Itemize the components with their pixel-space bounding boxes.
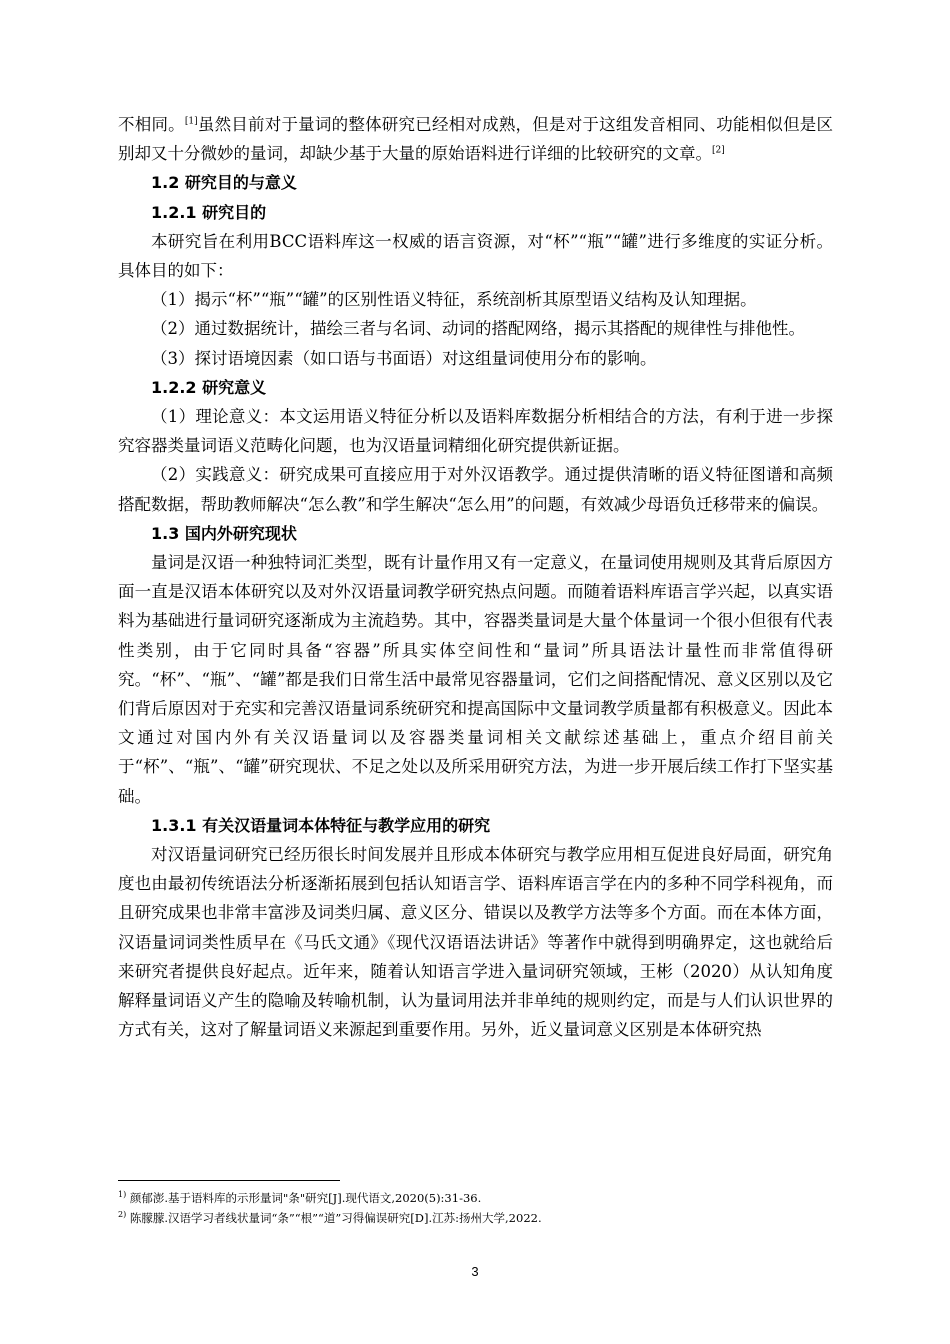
paragraph bbox=[118, 402, 833, 460]
footnote bbox=[118, 1208, 833, 1228]
paragraph bbox=[118, 344, 833, 373]
paragraph bbox=[118, 460, 833, 518]
footnote-divider bbox=[118, 1180, 340, 1181]
paragraph-text: 对汉语量词研究已经历很长时间发展并且形成本体研究与教学应用相互促进良好局面，研究角度也由最初传统语法分析逐渐拓展到包括认知语言学、语料库语言学在内的多种不同学科视角，而且研究成果也非常丰富涉及词类归属、意义区分、错误以及教学方法等多个方面。而在本体方面，汉语量词词类性质早在《马氏文通》《现代汉语语法讲话》等著作中就得到明确界定，这也就给后来研究者提供良好起点。近年来，随着认知语言学进入量词研究领域，王彬（2020）从认知角度解释量词语义产生的隐喻及转喻机制，认为量词用法并非单纯的规则约定，而是与人们认识世界的方式有关，这对了解量词语义来源起到重要作用。另外，近义量词意义区别是本体研究热 bbox=[118, 845, 833, 1040]
footnote-text: 颜郁澎.基于语料库的示形量词"条"研究[J].现代语文,2020(5):31-36. bbox=[126, 1191, 482, 1205]
subsection-heading: 1.3.1 有关汉语量词本体特征与教学应用的研究 bbox=[151, 815, 491, 835]
citation-ref: [2] bbox=[712, 145, 725, 156]
citation-ref: [1] bbox=[184, 116, 198, 127]
paragraph bbox=[118, 548, 833, 811]
subsection-heading: 1.2.1 研究目的 bbox=[151, 202, 267, 222]
section-heading: 1.2 研究目的与意义 bbox=[151, 173, 297, 193]
footnote-mark: 1) bbox=[118, 1190, 127, 1200]
body-text bbox=[118, 110, 833, 1045]
paragraph bbox=[118, 110, 833, 168]
paragraph-text: 量词是汉语一种独特词汇类型，既有计量作用又有一定意义，在量词使用规则及其背后原因方面一直是汉语本体研究以及对外汉语量词教学研究热点问题。而随着语料库语言学兴起，以真实语料为基础进行量词研究逐渐成为主流趋势。其中，容器类量词是大量个体量词一个很小但很有代表性类别，由于它同时具备“容器”所具实体空间性和“量词”所具语法计量性而非常值得研究。“杯”、“瓶”、“罐”都是我们日常生活中最常见容器量词，它们之间搭配情况、意义区别以及它们背后原因对于充实和完善汉语量词系统研究和提高国际中文量词教学质量都有积极意义。因此本文通过对国内外有关汉语量词以及容器类量词相关文献综述基础上，重点介绍目前关于“杯”、“瓶”、“罐”研究现状、不足之处以及所采用研究方法，为进一步开展后续工作打下坚实基础。 bbox=[118, 553, 833, 806]
footnote bbox=[118, 1188, 833, 1208]
paragraph-text: 不相同。 bbox=[118, 115, 185, 134]
paragraph bbox=[118, 314, 833, 343]
footnote-text: 陈朦朦.汉语学习者线状量词“条”“根”“道”习得偏误研究[D].江苏:扬州大学,2022. bbox=[126, 1211, 542, 1225]
paragraph bbox=[118, 840, 833, 1044]
section-heading: 1.3 国内外研究现状 bbox=[151, 523, 297, 543]
paragraph-text: 本研究旨在利用BCC语料库这一权威的语言资源，对“杯”“瓶”“罐”进行多维度的实证分析。具体目的如下： bbox=[118, 231, 833, 281]
paragraph bbox=[118, 285, 833, 314]
paragraph-text: （3）探讨语境因素（如口语与书面语）对这组量词使用分布的影响。 bbox=[151, 348, 657, 368]
footnote-mark: 2) bbox=[118, 1210, 127, 1220]
paragraph-text: （2）实践意义：研究成果可直接应用于对外汉语教学。通过提供清晰的语义特征图谱和高频搭配数据，帮助教师解决“怎么教”和学生解决“怎么用”的问题，有效减少母语负迁移带来的偏误。 bbox=[118, 465, 833, 514]
paragraph-text: 虽然目前对于量词的整体研究已经相对成熟，但是对于这组发音相同、功能相似但是区别却又十分微妙的量词，却缺少基于大量的原始语料进行详细的比较研究的文章。 bbox=[118, 115, 834, 164]
footnotes bbox=[118, 1188, 833, 1228]
page-number: 3 bbox=[471, 1264, 479, 1279]
paragraph-text: （1）理论意义：本文运用语义特征分析以及语料库数据分析相结合的方法，有利于进一步探究容器类量词语义范畴化问题，也为汉语量词精细化研究提供新证据。 bbox=[118, 407, 833, 456]
subsection-heading: 1.2.2 研究意义 bbox=[151, 377, 267, 397]
paragraph bbox=[118, 227, 833, 285]
paragraph-text: （1）揭示“杯”“瓶”“罐”的区别性语义特征，系统剖析其原型语义结构及认知理据。 bbox=[151, 290, 757, 310]
paragraph-text: （2）通过数据统计，描绘三者与名词、动词的搭配网络，揭示其搭配的规律性与排他性。 bbox=[151, 319, 805, 339]
